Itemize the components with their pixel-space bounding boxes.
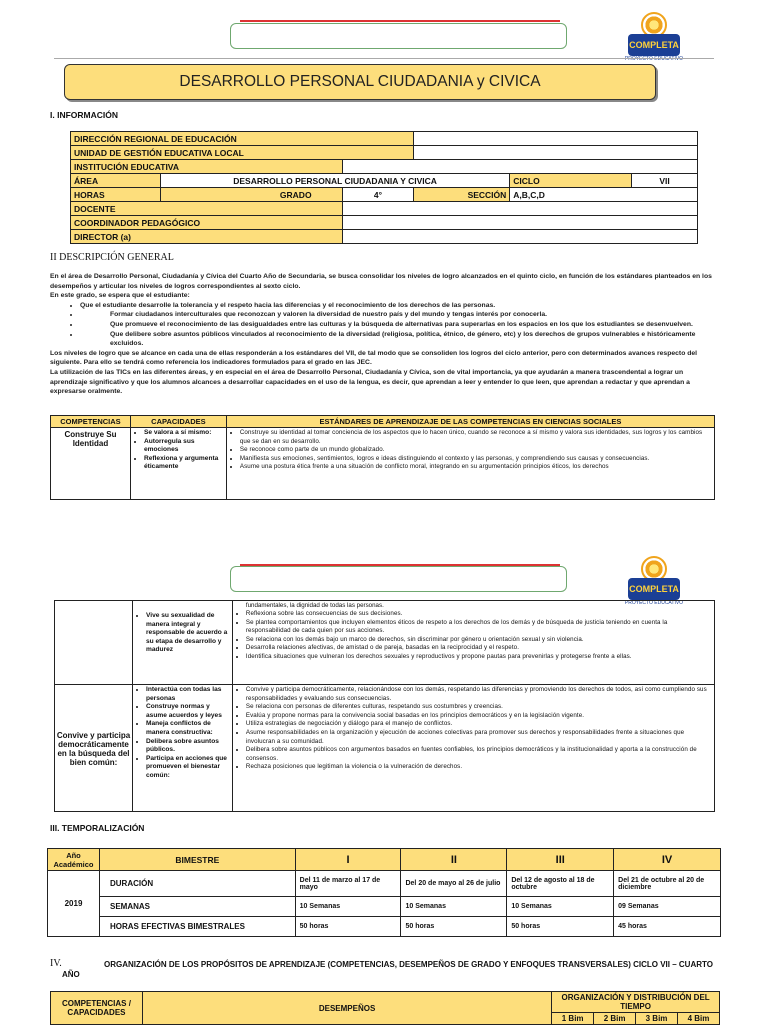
desc-bullet-list [50,301,715,349]
std-continuation: fundamentales, la dignidad de todas las personas. [245,602,384,609]
comp-convive: Convive y participa democráticamente en la búsqueda del bien común: [55,685,133,812]
desc-paragraph-1: En el área de Desarrollo Personal, Ciudadanía y Cívica del Cuarto Año de Secundaria, se busca consolidar los niveles de logro alcanzados en el quinto ciclo, en función de los estándares planteados en los desempeños y articular los niveles de logros correspondientes al sexto ciclo. [50,273,712,290]
std-item: • Se relaciona con personas de diferentes culturas, respetando sus costumbres y creencias. [246,703,713,712]
org-header-organizacion: ORGANIZACIÓN Y DISTRIBUCIÓN DEL TIEMPO [552,992,720,1013]
comp-header-capacidades: CAPACIDADES [130,416,226,428]
std-item: • Evalúa y propone normas para la convivencia social basadas en los principios democráticos y en la legislación vigente. [246,712,713,721]
comp-identidad: Construye Su Identidad [51,428,131,500]
temp-d2: Del 20 de mayo al 26 de julio [401,871,507,897]
desc-bullet-3: • Que promueve el reconocimiento de las desigualdades entre las culturas y la búsqueda de alternativas para superarlas en los espacios en los que los estudiantes se desenvuelven. [80,320,715,330]
org-header-b3: 3 Bim [636,1013,678,1025]
temp-header-1: I [295,849,401,871]
std-item: • Rechaza posiciones que legitiman la violencia o la vulneración de derechos. [246,763,713,772]
info-grado-label: GRADO [160,188,342,202]
section-org-heading-cont: AÑO [62,970,80,979]
competencies-table-continued [54,600,715,812]
section-desc-heading: II DESCRIPCIÓN GENERAL [50,252,174,263]
temp-s3: 10 Semanas [507,897,614,917]
std-item: • Se relaciona con los demás bajo un marco de derechos, sin discriminar por género u orientación sexual y sin violencia. [246,636,713,645]
info-grado-value: 4° [342,188,414,202]
logo-badge: COMPLETA [628,578,680,600]
cap-item: • Delibera sobre asuntos públicos. [146,738,231,755]
temp-header-3: III [507,849,614,871]
temp-hr1: 50 horas [295,917,401,937]
school-logo-2 [620,556,688,606]
std-item: • Se reconoce como parte de un mundo globalizado. [240,446,713,455]
info-ie-label: INSTITUCIÓN EDUCATIVA [71,160,343,174]
header-red-line [240,20,560,22]
section-org-number: IV. [50,958,62,969]
header-green-box [230,23,567,49]
org-header-b4: 4 Bim [678,1013,720,1025]
desc-paragraph-2: En este grado, se espera que el estudiante: [50,292,190,300]
info-area-value: DESARROLLO PERSONAL CIUDADANIA Y CIVICA [160,174,509,188]
temp-hr4: 45 horas [614,917,721,937]
temp-horas-label: HORAS EFECTIVAS BIMESTRALES [99,917,295,937]
desc-bullet-4: • Que delibere sobre asuntos públicos vinculados al reconocimiento de la diversidad (religiosa, política, étnico, de género, etc) y los derechos de grupos vulnerables e históricamente excluidos. [80,330,715,349]
info-table [70,131,698,244]
header-divider [54,58,714,59]
comp-identidad-cont [55,601,133,685]
section-temp-heading: III. TEMPORALIZACIÓN [50,823,145,833]
info-seccion-value: A,B,C,D [510,188,698,202]
info-area-label: ÁREA [71,174,161,188]
info-ciclo-value: VII [632,174,698,188]
std-item: • Asume una postura ética frente a una situación de conflicto moral, integrando en su argumentación principios éticos, los derechos [240,463,713,472]
temp-s4: 09 Semanas [614,897,721,917]
info-ugel-value[interactable] [414,146,698,160]
temp-year: 2019 [48,871,100,937]
temp-hr2: 50 horas [401,917,507,937]
section-info-heading: I. INFORMACIÓN [50,110,118,120]
info-dre-label: DIRECCIÓN REGIONAL DE EDUCACIÓN [71,132,414,146]
cap-item: • Maneja conflictos de manera constructiva: [146,720,231,737]
logo-badge: COMPLETA [628,34,680,56]
organization-table [50,991,720,1025]
desc-paragraph-4: La utilización de las TICs en las diferentes áreas, y en especial en el área de Desarrollo Personal, Ciudadanía y Cívica, son de vital importancia, ya que ayudarán a manera trascendental a lograr un aprendizaje significativo y que los alumnos alcances a desarrollar capacidades en el uso de la lengua, es decir, que aprendan a leer y entender lo que leen, que aprendan a redactar y que aprendan a expresarse oralmente. [50,368,690,396]
temp-s2: 10 Semanas [401,897,507,917]
info-director-label: DIRECTOR (a) [71,230,343,244]
cap-item: • Interactúa con todas las personas [146,686,231,703]
info-ciclo-label: CICLO [510,174,632,188]
std-item: • Construye su identidad al tomar conciencia de los aspectos que lo hacen único, cuando se reconoce a sí mismo y valora sus identidades, sus logros y los cambios que se dan en su desarrollo. [240,429,713,446]
cap-item: • Se valora a sí mismo: [144,429,225,438]
temp-d4: Del 21 de octubre al 20 de diciembre [614,871,721,897]
info-coord-value[interactable] [342,216,697,230]
logo-subtitle: PROYECTO EDUCATIVO [624,56,684,62]
temp-header-bimestre: BIMESTRE [99,849,295,871]
info-ugel-label: UNIDAD DE GESTIÓN EDUCATIVA LOCAL [71,146,414,160]
header-green-box-2 [230,566,567,592]
school-logo [620,12,688,62]
info-horas-label: HORAS [71,188,161,202]
temp-semanas-label: SEMANAS [99,897,295,917]
std-item: • Asume responsabilidades en la organización y ejecución de acciones colectivas para promover sus derechos y responsabilidades frente a situaciones que involucran a su comunidad. [246,729,713,746]
cap-item: • Construye normas y asume acuerdos y leyes [146,703,231,720]
std-item: • Convive y participa democráticamente, relacionándose con los demás, respetando las diferencias y promoviendo los derechos de todos, así como cumpliendo sus responsabilidades y evaluando sus consecuencias. [246,686,713,703]
org-header-b1: 1 Bim [552,1013,594,1025]
temporalization-table [47,848,721,937]
info-director-value[interactable] [342,230,697,244]
std-item: • Identifica situaciones que vulneran los derechos sexuales y reproductivos y propone pautas para prevenirlas y protegerse frente a ellas. [246,653,713,662]
cap-item: • Vive su sexualidad de manera integral y responsable de acuerdo a su etapa de desarrollo y madurez [146,612,231,655]
info-docente-value[interactable] [342,202,697,216]
comp-header-estandares: ESTÁNDARES DE APRENDIZAJE DE LAS COMPETENCIAS EN CIENCIAS SOCIALES [226,416,714,428]
logo-subtitle: PROYECTO EDUCATIVO [624,600,684,606]
info-dre-value[interactable] [414,132,698,146]
std-item: • Se plantea comportamientos que incluyen elementos éticos de respeto a los derechos de los demás y de búsqueda de justicia teniendo en cuenta la responsabilidad de cada quien por sus acciones. [246,619,713,636]
desc-bullet-2: • Formar ciudadanos interculturales que reconozcan y valoren la diversidad de nuestro país y del mundo y tengas interés por conocerla. [80,310,715,320]
temp-d1: Del 11 de marzo al 17 de mayo [295,871,401,897]
comp-header-competencias: COMPETENCIAS [51,416,131,428]
std-item: • Manifiesta sus emociones, sentimientos, logros e ideas distinguiendo el contexto y las personas, y comprendiendo sus causas y consecuencias. [240,455,713,464]
temp-d3: Del 12 de agosto al 18 de octubre [507,871,614,897]
org-header-competencias: COMPETENCIAS / CAPACIDADES [51,992,143,1025]
std-item: • Reflexiona sobre las consecuencias de sus decisiones. [246,610,713,619]
std-item: • Utiliza estrategias de negociación y diálogo para el manejo de conflictos. [246,720,713,729]
desc-paragraph-3: Los niveles de logro que se alcance en cada una de ellas responderán a los estándares del VII, de tal modo que se consoliden los logros del ciclo anterior, pero con determinados avances respecto del siguiente. Para ello se tendrá como referencia los indicadores formulados para el grado en las JEC. [50,349,698,367]
info-seccion-label: SECCIÓN [414,188,510,202]
desc-bullet-1: • Que el estudiante desarrolle la tolerancia y el respeto hacia las diferencias y el reconocimiento de los derechos de las personas. [80,301,715,311]
temp-header-4: IV [614,849,721,871]
std-item: • Desarrolla relaciones afectivas, de amistad o de pareja, basadas en la reciprocidad y el respeto. [246,644,713,653]
info-docente-label: DOCENTE [71,202,343,216]
org-header-b2: 2 Bim [594,1013,636,1025]
cap-item: • Autorregula sus emociones [144,438,225,455]
info-coord-label: COORDINADOR PEDAGÓGICO [71,216,343,230]
description-block [50,272,715,397]
temp-s1: 10 Semanas [295,897,401,917]
cap-item: • Participa en acciones que promueven el bienestar común: [146,755,231,781]
cap-item: • Reflexiona y argumenta éticamente [144,455,225,472]
info-ie-value[interactable] [342,160,697,174]
temp-hr3: 50 horas [507,917,614,937]
page-title: DESARROLLO PERSONAL CIUDADANIA y CIVICA [64,64,656,100]
temp-header-2: II [401,849,507,871]
org-header-desempenos: DESEMPEÑOS [142,992,551,1025]
temp-duracion-label: DURACIÓN [99,871,295,897]
section-org-heading: ORGANIZACIÓN DE LOS PROPÓSITOS DE APRENDIZAJE (COMPETENCIAS, DESEMPEÑOS DE GRADO Y ENFOQUES TRANSVERSALES) CICLO VII – CUARTO [104,960,713,969]
competencies-table [50,415,715,500]
std-item: • Delibera sobre asuntos públicos con argumentos basados en fuentes confiables, los principios democráticos y la institucionalidad y aporta a la construcción de consensos. [246,746,713,763]
temp-header-year: Año Académico [48,849,100,871]
